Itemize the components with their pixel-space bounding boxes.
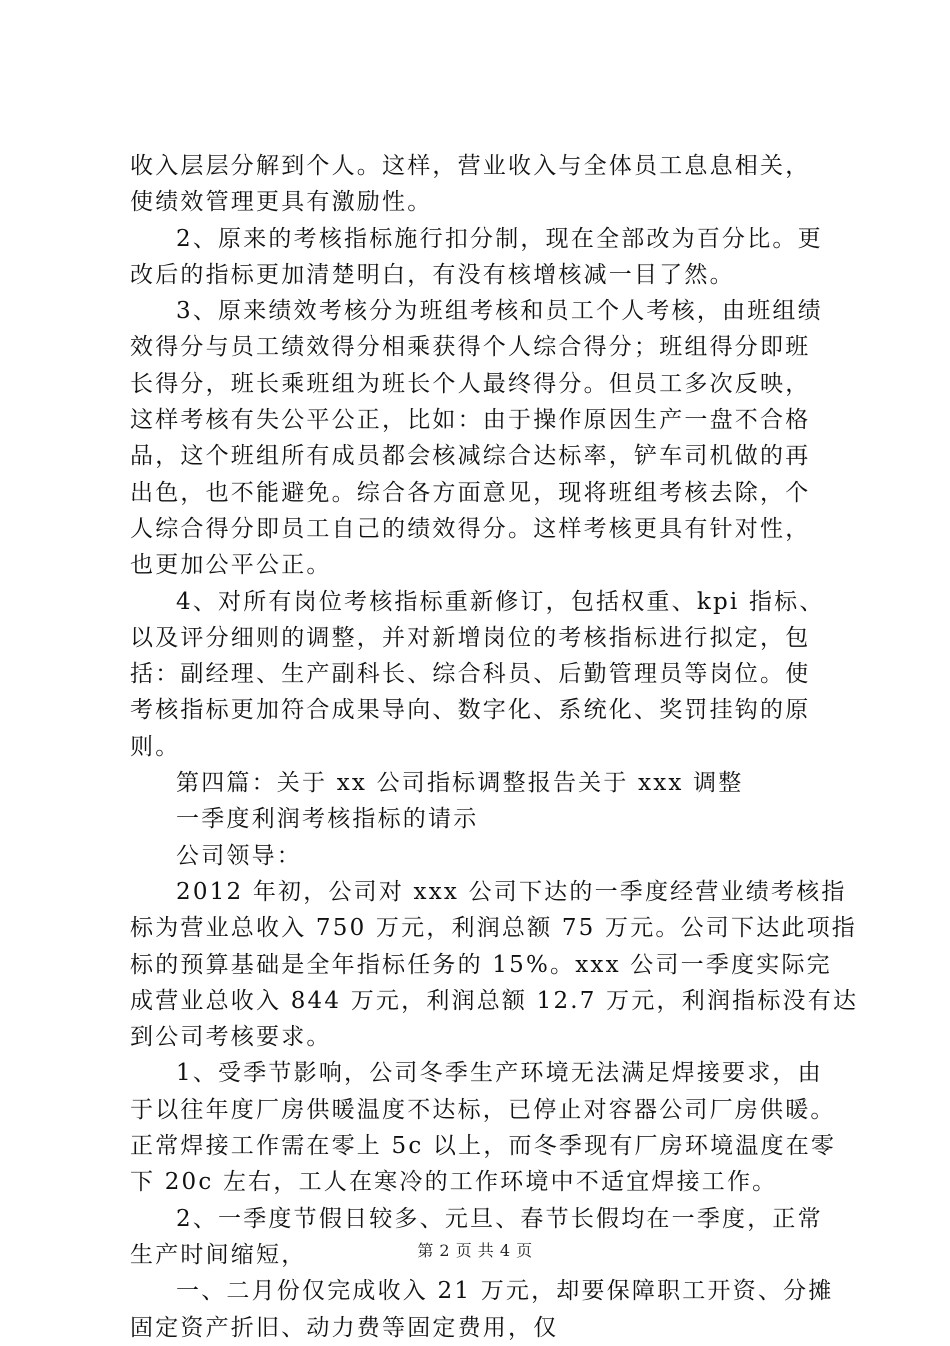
text-line: 生产时间缩短，: [130, 1241, 307, 1268]
text-line: 2、一季度节假日较多、元旦、春节长假均在一季度，正常: [176, 1205, 823, 1232]
text-line: 这样考核有失公平公正，比如：由于操作原因生产一盘不合格: [130, 407, 811, 434]
text-line: 长得分，班长乘班组为班长个人最终得分。但员工多次反映，: [130, 370, 811, 397]
text-line: 第四篇：关于 xx 公司指标调整报告关于 xxx 调整: [176, 770, 744, 797]
text-line: 正常焊接工作需在零上 5c 以上，而冬季现有厂房环境温度在零: [130, 1133, 837, 1160]
text-line: 效得分与员工绩效得分相乘获得个人综合得分；班组得分即班: [130, 334, 811, 361]
text-line: 3、原来绩效考核分为班组考核和员工个人考核，由班组绩: [176, 298, 823, 325]
text-line: 改后的指标更加清楚明白，有没有核增核减一目了然。: [130, 261, 735, 288]
text-line: 标的预算基础是全年指标任务的 15%。xxx 公司一季度实际完: [130, 951, 832, 978]
text-line: 考核指标更加符合成果导向、数字化、系统化、奖罚挂钩的原: [130, 697, 811, 724]
text-line: 2012 年初，公司对 xxx 公司下达的一季度经营业绩考核指: [176, 878, 847, 905]
text-line: 收入层层分解到个人。这样，营业收入与全体员工息息相关，: [130, 153, 811, 179]
document-body: [130, 148, 859, 1346]
text-line: 品，这个班组所有成员都会核减综合达标率，铲车司机做的再: [130, 443, 811, 470]
text-line: 到公司考核要求。: [130, 1024, 332, 1051]
text-line: 公司领导：: [176, 842, 302, 869]
text-line: 1、受季节影响，公司冬季生产环境无法满足焊接要求，由: [176, 1060, 823, 1087]
text-line: 于以往年度厂房供暖温度不达标，已停止对容器公司厂房供暖。: [130, 1096, 836, 1123]
text-line: 一、二月份仅完成收入 21 万元，却要保障职工开资、分摊: [176, 1278, 834, 1305]
text-line: 一季度利润考核指标的请示: [176, 806, 479, 833]
text-line: 以及评分细则的调整，并对新增岗位的考核指标进行拟定，包: [130, 624, 811, 651]
text-line: 人综合得分即员工自己的绩效得分。这样考核更具有针对性，: [130, 515, 811, 542]
text-line: 4、对所有岗位考核指标重新修订，包括权重、kpi 指标、: [176, 588, 825, 615]
text-line: 使绩效管理更具有激励性。: [130, 189, 433, 216]
text-line: 也更加公平公正。: [130, 552, 332, 579]
page-footer: 第 2 页 共 4 页: [417, 1241, 533, 1260]
text-line: 括：副经理、生产副科长、综合科员、后勤管理员等岗位。使: [130, 661, 811, 688]
text-line: 下 20c 左右，工人在寒冷的工作环境中不适宜焊接工作。: [130, 1169, 778, 1196]
text-line: 标为营业总收入 750 万元，利润总额 75 万元。公司下达此项指: [130, 915, 858, 942]
text-line: 出色，也不能避免。综合各方面意见，现将班组考核去除，个: [130, 479, 811, 506]
text-line: 固定资产折旧、动力费等固定费用，仅: [130, 1314, 559, 1341]
text-line: 2、原来的考核指标施行扣分制，现在全部改为百分比。更: [176, 225, 823, 252]
text-line: 成营业总收入 844 万元，利润总额 12.7 万元，利润指标没有达: [130, 987, 859, 1014]
text-line: 则。: [130, 733, 181, 760]
